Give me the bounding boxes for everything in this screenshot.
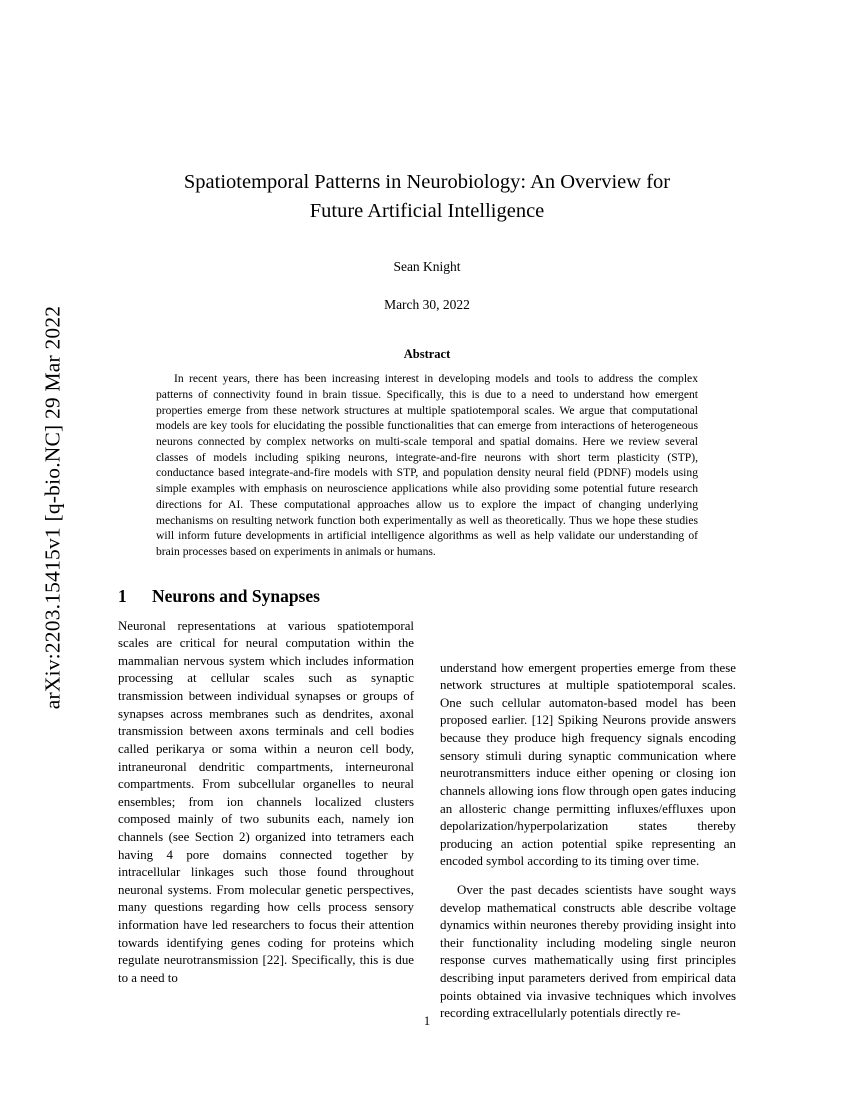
paragraph: Neuronal representations at various spatiotemporal scales are critical for neural computation within the mammalian nervous system which includes information processing at cellular scales such as synaptic transmission between individual synapses or groups of synapses across membranes such as dendrites, axonal transmission between axons terminals and cell bodies called perikarya or soma within a neuron cell body, intraneuronal dendritic compartments, interneuronal compartments. From subcellular organelles to neural ensembles; from ion channels localized clusters composed mainly of two subunits each, namely ion channels (see Section 2) organized into tetramers each having 4 pore domains connected together by intracellular linkages such those found throughout neuronal systems. From molecular genetic perspectives, many questions regarding how cells process sensory information have led researchers to focus their attention towards identifying genes coding for proteins which regulate neurotransmission [22]. Specifically, this is due to a need to [118, 618, 414, 985]
abstract-section [156, 347, 698, 559]
arxiv-stamp-text: arXiv:2203.15415v1 [q-bio.NC] 29 Mar 2022 [40, 305, 65, 710]
publication-date: March 30, 2022 [384, 297, 470, 313]
author-name: Sean Knight [393, 259, 461, 275]
body-column-right [440, 618, 736, 1023]
section-number: 1 [118, 585, 127, 606]
abstract-heading: Abstract [403, 347, 451, 362]
section-heading [118, 586, 736, 607]
abstract-text: In recent years, there has been increasing interest in developing models and tools to address the complex patterns of connectivity found in brain tissue. Specifically, this is due to a need to understand how emergent properties emerge from these network structures at multiple spatiotemporal scales. We argue that computational models are key tools for elucidating the possible functionalities that can emerge from interactions of heterogeneous neurons connected by complex networks on multi-scale temporal and spatial domains. Here we review several classes of models including spiking neurons, integrate-and-fire neurons with short term plasticity (STP), conductance based integrate-and-fire models with STP, and population density neural field (PDNF) models using simple examples with emphasis on neuroscience applications while also providing some potential future research directions for AI. These computational approaches allow us to explore the impact of changing underlying mechanisms on resulting network function both experimentally as well as theoretically. Thus we hope these studies will inform future developments in artificial intelligence algorithms as well as help validate our understanding of brain processes based on experiments in animals or humans. [156, 372, 698, 558]
page-title [118, 168, 736, 226]
title-line-2: Future Artificial Intelligence [309, 200, 545, 223]
body-columns [118, 618, 736, 1023]
arxiv-stamp [0, 0, 120, 1100]
paragraph: understand how emergent properties emerge from these network structures at multiple spatiotemporal scales. One such cellular automaton-based model has been proposed earlier. [12] Spiking Neurons provide answers because they produce high frequency signals encoding sensory stimuli during synaptic communication where neurotransmitters induce either opening or closing ion channels allowing ions flow through open gates inducing an allosteric change permitting influxes/effluxes upon depolarization/hyperpolarization states thereby producing an action potential spike representing an encoded symbol according to its timing over time. [440, 660, 736, 869]
section-title: Neurons and Synapses [152, 585, 320, 606]
paragraph: Over the past decades scientists have sought ways develop mathematical constructs able describe voltage dynamics within neurones thereby providing insight into their functionality including modeling single neuron response curves mathematically using first principles describing input parameters derived from empirical data points obtained via invasive techniques which involves recording extracellularly potentials directly re- [440, 882, 736, 1021]
title-line-1: Spatiotemporal Patterns in Neurobiology: An Overview for [183, 171, 671, 193]
column-top-spacer [440, 618, 736, 660]
page-number: 1 [423, 1014, 431, 1028]
paper-page [118, 0, 736, 1100]
body-column-left [118, 618, 414, 1023]
